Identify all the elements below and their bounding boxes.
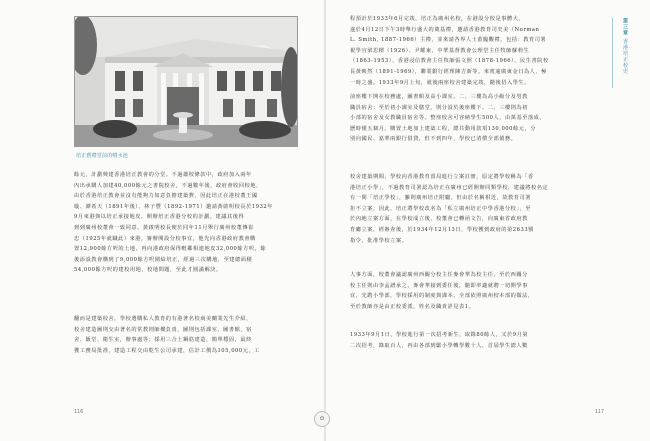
left-paragraph-2 bbox=[74, 314, 296, 356]
text-line: 一時之盛。1933年9月上旬，就後兩座校舍建築完竣，隨後招入學生。 bbox=[350, 79, 530, 86]
text-line: 璇、譚希天（1891年後）、林子豐（1892-1971）邀請黃啟明校長於1932年 bbox=[74, 203, 274, 210]
chapter-tab bbox=[614, 18, 628, 86]
text-line: （1863-1953）、香港浸信教會主任牧師張文照（1878-1966），民生書院校 bbox=[350, 58, 549, 65]
text-line: 長黃映然（1891-1969），聯業銀行經理陳吉新等。來賓逾廣東金日為人，極 bbox=[350, 68, 547, 75]
text-line: 程預計於1933年6月完竣，培正為廣州名校，在港設分校是事體大， bbox=[350, 16, 525, 22]
text-line: 內出承購人加建40,000餘元之書院校舍，不過數年後，政府會收回校地， bbox=[74, 182, 262, 189]
text-line: 後添設教會購到了9,000餘方呎圍給培正，經過三次購地，至建總面積 bbox=[74, 256, 253, 263]
text-line: 職員宿舍；至於初小課室及膳堂，則分設於後座樓下。二、三樓則為初 bbox=[350, 104, 528, 111]
chapter-subtitle: 香港培正校史 bbox=[622, 38, 628, 75]
left-page bbox=[0, 0, 324, 441]
right-paragraph-5 bbox=[350, 330, 604, 351]
right-paragraph-4 bbox=[350, 270, 604, 312]
right-paragraph-2 bbox=[350, 92, 604, 145]
right-page bbox=[326, 0, 650, 441]
text-line: 宜，先聘小學部，學校採用的制度與課本，全部依照廣州校本部的做法， bbox=[350, 293, 534, 300]
left-paragraph-1 bbox=[74, 170, 296, 276]
text-line: 獲工務局批准，建造工程交由乾生公司承建，估計工價為105,000元，工 bbox=[74, 347, 260, 354]
text-line: 人事方面，校董會議認廣州西關分校主任麥會華為校主任，至於西關分 bbox=[350, 272, 528, 278]
right-paragraph-1 bbox=[350, 14, 604, 88]
chapter-number: 第三章 bbox=[622, 18, 628, 36]
right-paragraph-3 bbox=[350, 172, 604, 246]
flower-ornament-icon: ✿ bbox=[314, 411, 330, 427]
text-line: 54,000餘方呎的建校用地，校地問題，至此才圓滿解決。 bbox=[74, 267, 222, 274]
photo-caption: 培正舊禮堂前的噴水池 bbox=[76, 153, 129, 159]
text-line: 於內地立案方面，在學校成立後，校董會已轉函文告，向廣東省政府教 bbox=[350, 216, 528, 223]
text-line: 小部的宿舍及女教職員宿舍等。整座校舍可容納學生500人，由萬基至落成， bbox=[350, 115, 546, 122]
text-line: 至於教師亦是由正校委派，姓名及職責詳見表1。 bbox=[350, 303, 475, 310]
text-line: 拒不立案，因此，培正將學校改名為「私立廣州培正中學香港分校」，至 bbox=[350, 205, 532, 212]
page-number-right: 117 bbox=[594, 410, 604, 415]
text-line: 遂於4月12日下午3時舉行盛大的奠基禮，邀請香港教育司史美（Norman bbox=[350, 26, 540, 33]
text-line: 1933年9月1日，學校進行第一次招考新生，取錄80餘人，又於9月第 bbox=[350, 332, 529, 338]
text-line: 校主任則由李孟譜承之，麥會華接到委任後，隨即率適就聘一切開學事 bbox=[350, 282, 528, 289]
text-line: 有一間「培正學校」，雖則廣州培正附屬，但由於名稱相近，故教育司署 bbox=[350, 195, 532, 202]
text-line: 二次招考，錄取百人，再由各部到獻小學轉學數十人，首屆學生總人數 bbox=[350, 342, 528, 349]
text-line: 到到廣州校董會一致同意。黃啟明校長便於同年11月舉行廣州校董傳崔 bbox=[74, 224, 254, 231]
school-building-illustration bbox=[75, 17, 297, 146]
text-line: 忠（1925年就職此）來港，審辦開設分校事宜，他先向香港政府教會購 bbox=[74, 235, 256, 242]
text-line: 港培正小學」，不過教育司署認為培正在廣州已經開辦同類學校，建議將校名定 bbox=[350, 184, 549, 191]
chapter-tab-rule bbox=[612, 18, 613, 88]
text-line: 指令，批准學校立案。 bbox=[350, 237, 408, 244]
text-line: 餘元，計劃興建香港培正教會的分堂。不過蕭校條款中，政府加入兩年 bbox=[74, 172, 252, 178]
text-line: 舍、飯堂、衛生室，辦事處等；採用三合土鋼筋建造，簡單穩固，最終 bbox=[74, 337, 252, 344]
school-building-photo bbox=[74, 16, 298, 147]
text-line: 由於香港培正教會並沒有能夠力如意負擔建築費，因此培正在港校董王國 bbox=[74, 193, 258, 200]
text-line: 校舍建築期間，學校向香港教育當局進行立案註冊，原定將學校稱為「香 bbox=[350, 174, 534, 180]
text-line: L. Smith, 1887-1966）主禮，並來請各界人士蒞臨觀禮，包括：教育司署 bbox=[350, 37, 547, 44]
text-line: 翻而是建築校舍。學校選購私人教育的有港著名校商美蘭業先生介紹， bbox=[74, 316, 252, 322]
text-line: 置12,900餘方呎的土地，再向港政府保得毗鄰相連地皮32,000餘方呎，餘 bbox=[74, 246, 267, 253]
text-line: 育廳立案，經審查後，於1934年12月13日，學校獲到政府的第2633號 bbox=[350, 226, 534, 233]
text-line: 校舍建造圖則交由著名的常教則師樓負責，圖則包括課室、圖書館，宿 bbox=[74, 326, 252, 333]
text-line: 前座樓下開在校務處，圖書館及高小課室。二、三樓為高小級分及男教 bbox=[350, 94, 528, 100]
text-line: 歷時僅五個月。購置土地加上建築工程，總共動用款項130,000餘元，分 bbox=[350, 125, 536, 132]
text-line: 9月來港與以培正承接地皮，開辦培正香港分校的計劃。建議其後得 bbox=[74, 214, 245, 221]
text-line: 視學官梁思樑（1926）、尹耀東，中華基督教會公理堂主任牧師蘇莉生 bbox=[350, 47, 530, 54]
text-line: 別向國民、嘉華兩銀行借貸，但不到四年，學校已清償全部債務。 bbox=[350, 136, 517, 143]
page-number-left: 116 bbox=[74, 410, 84, 415]
